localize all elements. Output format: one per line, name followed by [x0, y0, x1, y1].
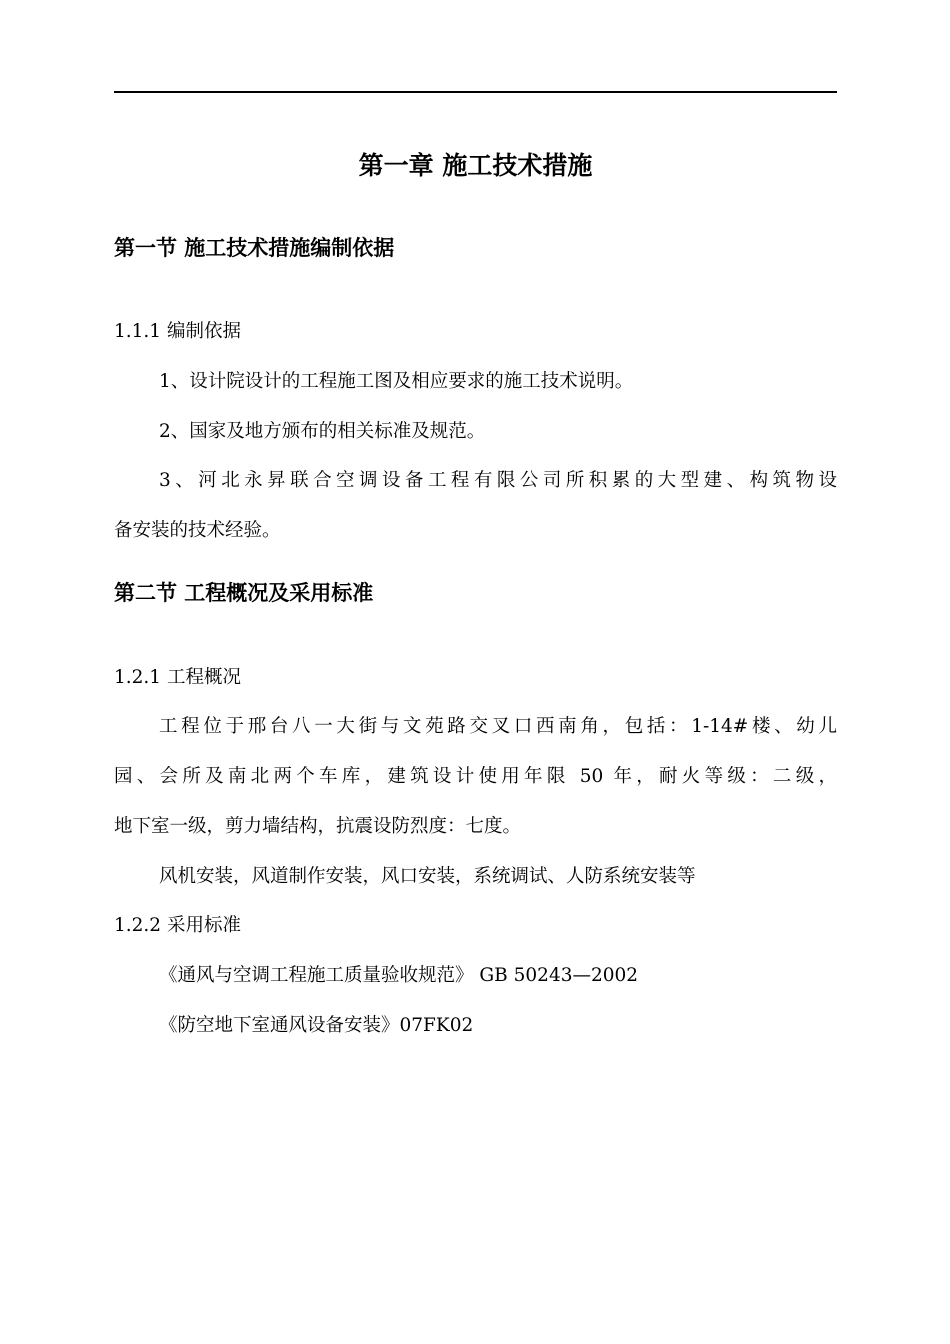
basis-item-1: 1、设计院设计的工程施工图及相应要求的施工技术说明。: [159, 371, 634, 392]
section-title-1: 第一节 施工技术措施编制依据: [114, 236, 395, 260]
basis-item-3-line-2: 备安装的技术经验。: [114, 520, 281, 541]
overview-line-1: 工程位于邢台八一大街与文苑路交叉口西南角，包括：1-14#楼、幼儿: [159, 716, 837, 737]
basis-item-2: 2、国家及地方颁布的相关标准及规范。: [159, 421, 486, 442]
basis-item-3-line-1: 3、河北永昇联合空调设备工程有限公司所积累的大型建、构筑物设: [159, 470, 837, 491]
overview-line-3: 地下室一级，剪力墙结构，抗震设防烈度：七度。: [114, 816, 522, 837]
subsection-heading-1-2-2: 1.2.2 采用标准: [114, 915, 241, 936]
subsection-heading-1-2-1: 1.2.1 工程概况: [114, 667, 241, 688]
section-title-2: 第二节 工程概况及采用标准: [114, 581, 374, 605]
subsection-heading-1-1-1: 1.1.1 编制依据: [114, 321, 241, 342]
chapter-title: 第一章 施工技术措施: [358, 151, 593, 180]
standard-item-1: 《通风与空调工程施工质量验收规范》 GB 50243—2002: [159, 965, 639, 986]
header-rule: [114, 91, 837, 93]
overview-line-2: 园、会所及南北两个车库，建筑设计使用年限 50 年，耐火等级：二级，: [114, 766, 837, 787]
standard-item-2: 《防空地下室通风设备安装》07FK02: [159, 1015, 474, 1036]
scope-of-work: 风机安装，风道制作安装，风口安装，系统调试、人防系统安装等: [159, 866, 696, 887]
